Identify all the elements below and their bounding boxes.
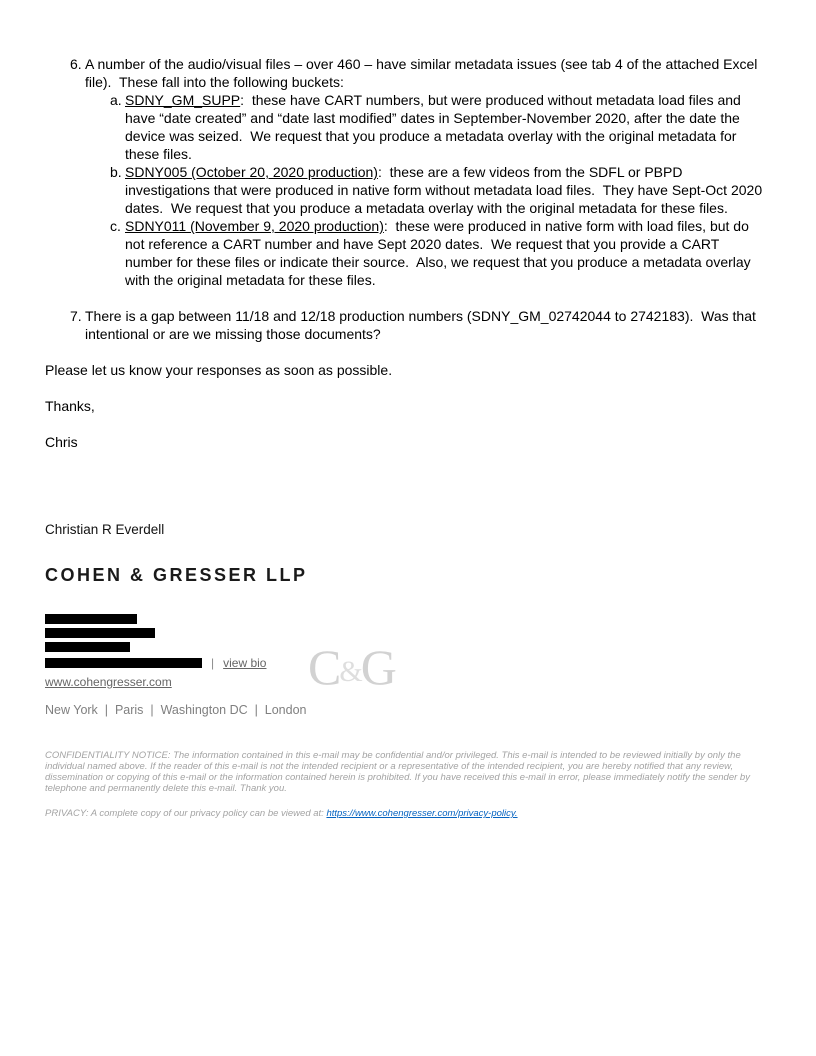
production-volume-label: SDNY_GM_SUPP <box>125 92 241 108</box>
website-link[interactable]: www.cohengresser.com <box>45 675 172 689</box>
production-volume-label: SDNY005 (October 20, 2020 production) <box>125 164 378 180</box>
closing-request: Please let us know your responses as soon as possible. <box>45 362 393 378</box>
sub-item-a-text <box>125 91 768 163</box>
privacy-notice <box>45 808 768 819</box>
redacted-contact-line-3 <box>45 642 130 652</box>
sub-item-b-body: : these are a few videos from the SDFL or PBPD investigations that were produced in native form without metadata load files. They have Sept-Oct 2020 dates. We request that you produce a metadata overlay with the original metadata for these files. <box>125 164 766 216</box>
sender-name: Christian R Everdell <box>45 522 165 537</box>
sub-item-letter: b. <box>110 164 122 180</box>
sub-item-a <box>110 91 768 163</box>
redacted-contact-line-4 <box>45 658 202 668</box>
redacted-contact-line-2 <box>45 628 155 638</box>
privacy-notice-text: PRIVACY: A complete copy of our privacy policy can be viewed at: <box>45 808 327 819</box>
sub-item-c-body: : these were produced in native form with load files, but do not reference a CART number and have Sept 2020 dates. We request that you provide a CART number for these files or indicate their source. Also, we request that you produce a metadata overlay with the original metadata for these files. <box>125 218 755 288</box>
item-6-text: A number of the audio/visual files – over 460 – have similar metadata issues (see tab 4 of the attached Excel file). These fall into the following buckets: <box>85 56 762 90</box>
item-number: 7. <box>70 308 82 324</box>
sub-item-c-text <box>125 217 768 289</box>
logo-ampersand: & <box>339 655 361 688</box>
redacted-contact-block <box>45 614 768 689</box>
redacted-contact-line-4-row <box>45 656 768 670</box>
sub-item-letter: a. <box>110 92 122 108</box>
closing-thanks: Thanks, <box>45 398 95 414</box>
logo-letter-g: G <box>360 639 395 695</box>
sub-item-b <box>110 163 768 217</box>
sub-item-letter: c. <box>110 218 121 234</box>
item-7-text: There is a gap between 11/18 and 12/18 production numbers (SDNY_GM_02742044 to 2742183). Was that intentional or are we missing those documents? <box>85 308 760 342</box>
closing-signoff-name: Chris <box>45 434 78 450</box>
firm-name: COHEN & GRESSER LLP <box>45 565 308 585</box>
redacted-contact-line-1 <box>45 614 137 624</box>
sub-item-c <box>110 217 768 289</box>
list-item-6 <box>70 55 768 289</box>
sub-item-b-text <box>125 163 768 217</box>
sub-item-a-body: : these have CART numbers, but were produced without metadata load files and have “date created” and “date last modified” dates in September-November 2020, after the date the device was seized. We request that you produce a metadata overlay with the original metadata for these files. <box>125 92 745 162</box>
confidentiality-notice: CONFIDENTIALITY NOTICE: The information contained in this e-mail may be confidential and/or privileged. This e-mail is intended to be reviewed initially by only the individual named above. If the reader of this e-mail is not the intended recipient or a representative of the intended recipient, you are hereby notified that any review, dissemination or copying of this e-mail or the information contained herein is prohibited. If you have received this e-mail in error, please immediately notify the sender by telephone and permanently delete this e-mail. Thank you. <box>45 750 750 794</box>
cohen-gresser-logo <box>308 639 395 695</box>
privacy-policy-link[interactable]: https://www.cohengresser.com/privacy-policy. <box>326 808 518 819</box>
logo-letter-c: C <box>308 639 340 695</box>
office-locations: New York | Paris | Washington DC | London <box>45 703 307 717</box>
list-item-7 <box>70 307 768 343</box>
separator-pipe: | <box>211 656 215 670</box>
item-number: 6. <box>70 56 82 72</box>
view-bio-link[interactable]: view bio <box>223 656 267 670</box>
production-volume-label: SDNY011 (November 9, 2020 production) <box>125 218 384 234</box>
